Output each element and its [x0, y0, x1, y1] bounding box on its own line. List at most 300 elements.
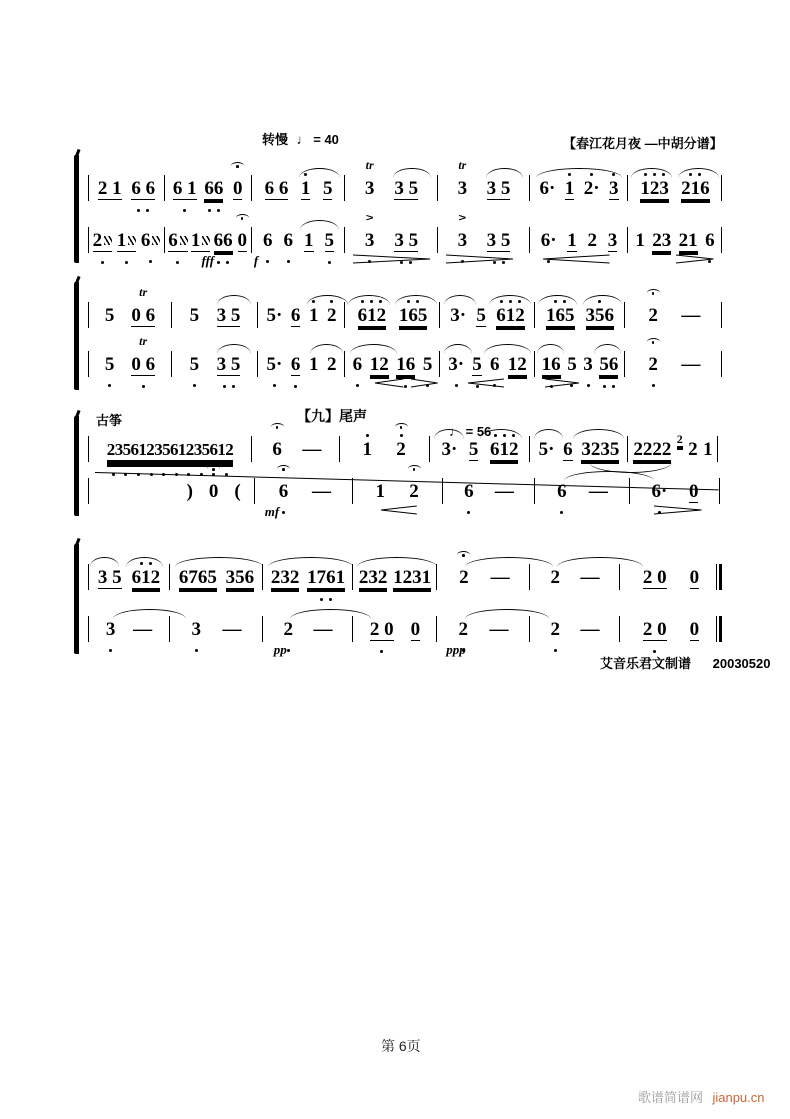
note: [643, 545, 667, 601]
decrescendo-hairpin: [653, 505, 703, 515]
crescendo-hairpin: [467, 378, 505, 388]
note: [551, 597, 561, 652]
crescendo-hairpin: [542, 254, 611, 264]
score-title: 【春江花月夜 —中胡分谱】: [563, 136, 723, 151]
note: [236, 208, 249, 264]
measure: [165, 156, 252, 212]
measure: [88, 283, 172, 339]
octave-dots-below: [467, 502, 470, 514]
note-text: —: [580, 618, 600, 640]
note-text: 612: [489, 438, 519, 460]
octave-dot: [554, 649, 557, 652]
note-text: 12: [369, 353, 389, 375]
measure: [165, 208, 252, 268]
measure: [353, 545, 437, 601]
note: [487, 156, 511, 212]
note: [491, 545, 510, 600]
measure: [258, 332, 345, 388]
note-text: 5·: [266, 353, 283, 375]
note-text: 3235: [581, 438, 620, 460]
note-text: 5·: [266, 304, 283, 326]
decrescendo-hairpin: [352, 254, 431, 264]
ornament-row: [647, 283, 660, 298]
note: [647, 332, 660, 387]
ornament-row: [458, 156, 466, 171]
note-text: 2: [550, 566, 560, 588]
note-text: 3: [364, 229, 375, 251]
note: [508, 332, 527, 388]
note-text: 1: [117, 229, 137, 252]
measure: [625, 283, 722, 339]
note-text: 6: [168, 229, 188, 252]
trill-icon: tr: [365, 158, 374, 172]
measure: [258, 283, 345, 339]
note-text: 3 5: [486, 229, 511, 251]
note-text: 2: [648, 353, 658, 375]
octave-dot: [223, 385, 226, 388]
note-text: 66: [204, 177, 224, 199]
note: [132, 545, 161, 601]
credit-line: [600, 653, 770, 672]
octave-dot: [193, 384, 196, 387]
note: [393, 545, 431, 601]
measure: [353, 597, 437, 653]
note-text: 1: [300, 177, 311, 199]
note-text: 6: [283, 229, 293, 251]
slur: [217, 344, 251, 354]
note-text: 6: [263, 229, 273, 251]
note-text: 2: [396, 438, 406, 460]
ornament-row: [408, 459, 421, 474]
fermata-icon: [271, 423, 284, 431]
measure: [438, 208, 530, 264]
note-text: 5: [468, 438, 479, 460]
note: [399, 283, 428, 339]
note-text: 3·: [450, 304, 467, 326]
octave-dots-below: [328, 252, 331, 264]
decrescendo-hairpin: [445, 254, 514, 264]
octave-dot: [282, 511, 285, 514]
note-text: —: [222, 618, 242, 640]
note: [496, 283, 525, 339]
octave-dots-below: [101, 252, 104, 264]
tremolo-icon: [180, 236, 188, 245]
note: [690, 597, 700, 653]
crescendo-hairpin: [374, 378, 404, 388]
note-text: 6765: [178, 566, 217, 588]
octave-dots-below: [273, 375, 276, 387]
note: [105, 283, 115, 338]
octave-dot: [404, 385, 407, 388]
octave-dots-below: [356, 375, 359, 387]
dynamic-marking: fff: [201, 253, 215, 268]
measure: [440, 332, 535, 388]
note-text: 16: [541, 353, 561, 375]
note: [323, 156, 333, 212]
measure: [252, 208, 345, 268]
ornament-row: [457, 545, 470, 560]
octave-dot: [366, 434, 369, 437]
dynamic-marking: pp: [273, 642, 287, 657]
measure: [620, 597, 722, 653]
note-text: 2 0: [642, 566, 667, 588]
note-text: 56: [599, 353, 619, 375]
note: [581, 597, 600, 652]
note-text: 2: [283, 618, 293, 640]
stave: [88, 156, 722, 212]
system-bracket: [74, 282, 79, 390]
note-text: 6: [290, 353, 301, 375]
octave-dot: [287, 649, 290, 652]
note-text: 16: [396, 353, 416, 375]
note: [141, 208, 161, 263]
note: [647, 283, 660, 338]
note-text: 0: [688, 480, 699, 502]
note: [223, 597, 242, 652]
measure: [443, 459, 535, 515]
octave-dots-below: [266, 251, 269, 263]
measure: [345, 156, 438, 212]
slur: [583, 295, 623, 305]
measure: [530, 208, 628, 264]
note-text: 0: [689, 566, 700, 588]
octave-dots-below: [287, 640, 290, 652]
note-text: —: [312, 480, 331, 502]
note-text: 232: [270, 566, 300, 588]
octave-dot: [652, 384, 655, 387]
note-text: 2356123561235612: [107, 438, 233, 461]
slur: [393, 168, 430, 178]
measure: [345, 332, 440, 388]
note-text: 5: [322, 177, 333, 199]
ornament-row: [231, 156, 244, 171]
note-text: 612: [357, 304, 387, 326]
octave-dots-below: [294, 376, 297, 388]
octave-dot: [603, 385, 606, 388]
note-text: 1: [635, 229, 645, 251]
note-text: 3: [457, 229, 468, 251]
note-text: 123: [640, 177, 669, 199]
slur: [678, 168, 719, 178]
tempo-marking-1: [262, 129, 339, 148]
note-text: 2: [326, 304, 337, 326]
octave-dot: [195, 649, 198, 652]
note-text: 3 5: [394, 177, 419, 199]
system-bracket: [74, 544, 79, 654]
note: [106, 597, 116, 652]
credit-name: 艾音乐君文制谱: [600, 656, 692, 671]
note: [359, 545, 388, 601]
measure: [88, 156, 165, 212]
note: [327, 332, 337, 387]
note: [464, 459, 474, 514]
octave-dots-below: [653, 641, 656, 653]
note-text: 1: [308, 304, 319, 326]
octave-dot: [328, 261, 331, 264]
note-text: 1: [308, 353, 319, 375]
decrescendo-hairpin: [410, 378, 439, 388]
note: [640, 156, 669, 212]
note-text: 2: [550, 618, 560, 640]
note: [179, 545, 217, 601]
measure: [88, 545, 170, 601]
ornament-row: [139, 283, 147, 298]
fermata-icon: [231, 162, 244, 170]
slur: [310, 344, 343, 354]
note: [394, 156, 418, 212]
note-text: 2222: [633, 438, 672, 460]
note: [117, 208, 137, 264]
measure: [438, 156, 530, 212]
measure: [437, 545, 530, 601]
tempo-marking-2: ♩ = 56: [449, 424, 492, 439]
note: [681, 283, 700, 338]
note: [370, 597, 394, 653]
note-text: 1: [567, 229, 577, 251]
measure: [255, 459, 353, 519]
note-text: 0: [237, 229, 247, 251]
octave-dot: [232, 385, 235, 388]
decrescendo-hairpin: [544, 378, 580, 388]
ornament-row: [271, 417, 284, 432]
note-text: 356: [585, 304, 614, 326]
stave: [88, 332, 722, 388]
measure: [345, 208, 438, 264]
note-text: 2: [409, 480, 419, 502]
system-bracket: [74, 155, 79, 263]
octave-dot: [149, 260, 152, 263]
measure: [170, 545, 263, 601]
note-text: —: [313, 618, 333, 640]
note-text: 0: [689, 618, 700, 640]
measure: [535, 283, 625, 339]
note: [192, 597, 202, 652]
measure: [172, 283, 258, 339]
note: [226, 545, 255, 601]
measure: [88, 597, 170, 653]
note: [539, 156, 555, 211]
note: [584, 156, 600, 211]
note-text: 2: [676, 431, 683, 446]
note: [365, 156, 375, 211]
note-text: 3: [609, 177, 619, 199]
note-text: 0 6: [131, 353, 156, 375]
stave: [88, 597, 722, 657]
measure: [535, 459, 630, 515]
note-text: 3: [364, 177, 375, 199]
note-text: 5: [104, 353, 115, 375]
tempo-text: 转慢: [262, 132, 289, 147]
stave: [88, 208, 722, 268]
note-text: 216: [681, 177, 710, 199]
note-text: 5: [324, 229, 334, 251]
note-text: 2: [648, 304, 658, 326]
page-number: 第 6页: [381, 1038, 421, 1054]
note-text: 3: [583, 353, 593, 375]
quarter-note-icon: ♩ = 40: [296, 132, 339, 147]
fermata-icon: [277, 465, 290, 473]
note-text: 6: [278, 480, 289, 502]
final-barline-thin: [716, 564, 717, 590]
fermata-icon: [395, 423, 408, 431]
decrescendo-hairpin: [675, 254, 714, 264]
dynamic-marking: mf: [264, 504, 280, 519]
slur: [444, 295, 476, 305]
octave-dot: [467, 511, 470, 514]
note-text: 1: [564, 177, 575, 199]
note-text: 6: [563, 438, 573, 460]
note: [635, 208, 645, 263]
note-text: 3 5: [486, 177, 511, 199]
note-text: 1: [191, 229, 211, 252]
note: [581, 545, 600, 600]
measure: [172, 332, 258, 388]
octave-dot: [587, 384, 590, 387]
note: [450, 283, 466, 338]
note: [353, 332, 363, 387]
slur: [307, 295, 349, 305]
note-text: 3 5: [216, 353, 241, 375]
octave-dots-below: [223, 376, 235, 388]
note: [411, 597, 421, 653]
note-text: —: [490, 566, 510, 588]
note-text: —: [489, 618, 509, 640]
slur: [444, 344, 473, 354]
stave: [88, 283, 722, 339]
tremolo-icon: [202, 236, 210, 245]
note-text: 2: [688, 438, 698, 460]
note-text: 6: [490, 353, 500, 375]
note-text: 6 1: [172, 177, 197, 199]
note: [284, 208, 294, 263]
note: [173, 156, 197, 212]
note-text: 2: [587, 229, 597, 251]
octave-dot: [266, 260, 269, 263]
slur: [486, 168, 523, 178]
measure: [88, 208, 165, 264]
tremolo-icon: [104, 236, 112, 245]
note: [325, 208, 335, 264]
note-text: 12: [507, 353, 527, 375]
final-barline-thin: [716, 616, 717, 642]
measure: [440, 283, 535, 339]
note-text: 232: [358, 566, 388, 588]
note-text: ): [186, 480, 193, 502]
note-text: 6: [705, 229, 715, 251]
note: [309, 332, 319, 387]
note: [599, 332, 618, 388]
note: [271, 545, 300, 601]
octave-dot: [356, 384, 359, 387]
ornament-row: [207, 459, 220, 474]
note-text: 2 0: [369, 618, 394, 640]
ornament-row: [459, 208, 467, 223]
measure: [263, 597, 353, 657]
note-text: 5: [104, 304, 115, 326]
note: [304, 208, 314, 264]
octave-dot: [273, 384, 276, 387]
fermata-icon: [457, 551, 470, 559]
note-text: 1: [362, 438, 372, 460]
note-text: 0: [208, 480, 219, 502]
note-text: 5: [189, 353, 200, 375]
trill-icon: tr: [458, 158, 467, 172]
note-text: 66: [213, 229, 233, 251]
ornament-row: [236, 208, 249, 223]
note-text: —: [580, 566, 600, 588]
fermata-icon: [647, 289, 660, 297]
octave-dots-below: [380, 641, 383, 653]
note-text: 3·: [441, 438, 458, 460]
note: [93, 208, 113, 264]
note: [358, 283, 387, 339]
ornament-row: [647, 332, 660, 347]
note: [307, 545, 345, 601]
note-text: 6 6: [264, 177, 289, 199]
octave-dot: [108, 384, 111, 387]
note-text: 6·: [539, 177, 556, 199]
fermata-icon: [207, 465, 220, 473]
measure: [353, 459, 443, 515]
note: [207, 459, 220, 514]
note-text: 0: [410, 618, 421, 640]
note-text: 1231: [393, 566, 432, 588]
note: [490, 597, 509, 652]
note-text: 6: [290, 304, 301, 326]
watermark-domain: jianpu.cn: [712, 1090, 765, 1105]
note: [681, 156, 710, 212]
ornament-row: [395, 417, 408, 432]
note: [586, 283, 615, 339]
note: [681, 332, 700, 387]
note-text: 3: [607, 229, 618, 251]
octave-dot: [142, 385, 145, 388]
slur: [534, 429, 563, 439]
note-text: 6·: [540, 229, 557, 251]
measure: [620, 545, 722, 601]
octave-dot: [101, 261, 104, 264]
note-text: 6: [352, 353, 363, 375]
note: [190, 283, 200, 338]
octave-dot: [560, 511, 563, 514]
measure: [263, 545, 353, 601]
note-text: 5: [472, 353, 482, 375]
note-text: 23: [652, 229, 672, 251]
note: [190, 332, 200, 387]
note: [557, 459, 567, 514]
note: [131, 156, 155, 212]
octave-dots-below: [287, 251, 290, 263]
note-text: 1761: [307, 566, 346, 588]
octave-dots-below: [125, 252, 128, 264]
note-text: 6·: [651, 480, 668, 502]
note-text: —: [681, 353, 701, 375]
note-text: 1: [703, 438, 713, 460]
note-text: 612: [131, 566, 161, 588]
note-text: 1: [304, 229, 314, 251]
measure: [530, 156, 628, 212]
octave-dot: [380, 650, 383, 653]
note-text: 2: [458, 618, 468, 640]
slur: [217, 295, 251, 305]
measure: [628, 156, 722, 212]
octave-dot: [612, 385, 615, 388]
note: [234, 459, 240, 514]
note-text: 2 0: [642, 618, 667, 640]
octave-dots-below: [195, 640, 198, 652]
note: [187, 459, 193, 514]
note-text: 6: [557, 480, 567, 502]
